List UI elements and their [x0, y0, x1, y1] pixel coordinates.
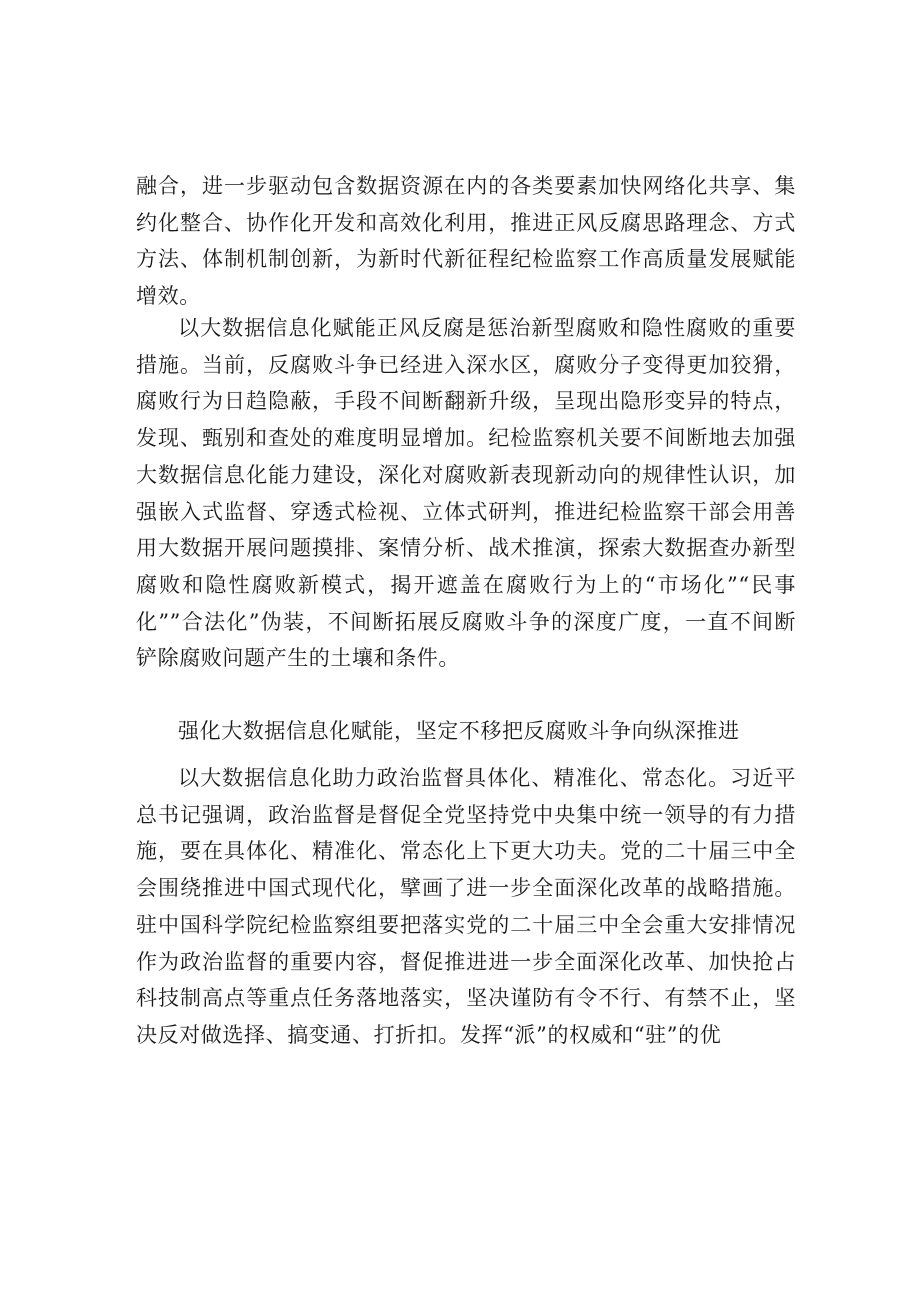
- paragraph-political-supervision: 以大数据信息化助力政治监督具体化、精准化、常态化。习近平总书记强调，政治监督是督促全党坚持党中央集中统一领导的有力措施，要在具体化、精准化、常态化上下更大功夫。党的二十届三中全会围绕推进中国式现代化，擘画了进一步全面深化改革的战略措施。驻中国科学院纪检监察组要把落实党的二十届三中全会重大安排情况作为政治监督的重要内容，督促推进进一步全面深化改革、加快抢占科技制高点等重点任务落地落实，坚决谨防有令不行、有禁不止，坚决反对做选择、搞变通、打折扣。发挥“派”的权威和“驻”的优: [136, 766, 796, 1047]
- paragraph-anti-corruption-measures: 以大数据信息化赋能正风反腐是惩治新型腐败和隐性腐败的重要措施。当前，反腐败斗争已经进入深水区，腐败分子变得更加狡猾，腐败行为日趋隐蔽，手段不间断翻新升级，呈现出隐形变异的特点，发现、甄别和查处的难度明显增加。纪检监察机关要不间断地去加强大数据信息化能力建设，深化对腐败新表现新动向的规律性认识，加强嵌入式监督、穿透式检视、立体式研判，推进纪检监察干部会用善用大数据开展问题摸排、案情分析、战术推演，探索大数据查办新型腐败和隐性腐败新模式，揭开遮盖在腐败行为上的“市场化”“民事化””合法化”伪装，不间断拓展反腐败斗争的深度广度，一直不间断铲除腐败问题产生的土壤和条件。: [136, 316, 796, 671]
- paragraph-continuation: 融合，进一步驱动包含数据资源在内的各类要素加快网络化共享、集约化整合、协作化开发和高效化利用，推进正风反腐思路理念、方式方法、体制机制创新，为新时代新征程纪检监察工作高质量发展赋能增效。: [136, 174, 796, 309]
- section-heading: 强化大数据信息化赋能，坚定不移把反腐败斗争向纵深推进: [178, 719, 740, 743]
